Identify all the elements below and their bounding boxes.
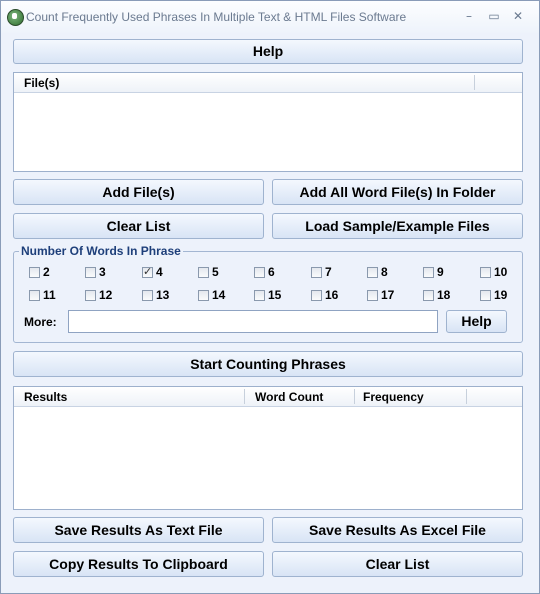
words-checkbox[interactable] (29, 288, 56, 302)
words-checkbox[interactable] (423, 288, 450, 302)
column-frequency[interactable]: Frequency (363, 390, 424, 404)
window-title: Count Frequently Used Phrases In Multiple Text & HTML Files Software (26, 10, 407, 24)
words-checkbox[interactable] (85, 288, 112, 302)
files-list[interactable] (13, 72, 523, 172)
add-all-folder-button[interactable]: Add All Word File(s) In Folder (272, 179, 523, 205)
column-separator (474, 75, 475, 90)
checkbox-label: 2 (43, 265, 50, 279)
checkbox-icon[interactable] (423, 267, 434, 278)
more-input[interactable] (68, 310, 438, 333)
words-checkbox[interactable] (198, 288, 225, 302)
more-label: More: (24, 315, 57, 329)
checkbox-label: 13 (156, 288, 170, 302)
checkbox-checked-icon[interactable] (142, 267, 153, 278)
words-checkbox[interactable] (198, 265, 219, 279)
checkbox-icon[interactable] (480, 267, 491, 278)
files-list-header (14, 73, 522, 93)
checkbox-label: 5 (212, 265, 219, 279)
checkbox-label: 9 (437, 265, 444, 279)
checkbox-icon[interactable] (198, 267, 209, 278)
title-bar[interactable] (1, 1, 539, 33)
checkbox-label: 11 (43, 288, 56, 302)
checkbox-label: 4 (156, 265, 163, 279)
checkbox-icon[interactable] (85, 267, 96, 278)
column-separator (354, 389, 355, 404)
checkbox-label: 3 (99, 265, 106, 279)
results-list[interactable] (13, 386, 523, 510)
words-checkbox[interactable] (367, 265, 388, 279)
checkbox-icon[interactable] (367, 267, 378, 278)
checkbox-icon[interactable] (423, 290, 434, 301)
checkbox-label: 18 (437, 288, 451, 302)
words-checkbox[interactable] (311, 288, 338, 302)
column-separator (244, 389, 245, 404)
checkbox-label: 14 (212, 288, 226, 302)
column-results[interactable]: Results (24, 390, 68, 404)
words-checkbox[interactable] (367, 288, 394, 302)
checkbox-icon[interactable] (311, 290, 322, 301)
results-list-header (14, 387, 522, 407)
checkbox-label: 15 (268, 288, 282, 302)
checkbox-icon[interactable] (85, 290, 96, 301)
maximize-button[interactable]: ▭ (488, 9, 500, 23)
copy-clipboard-button[interactable]: Copy Results To Clipboard (13, 551, 264, 577)
checkbox-label: 19 (494, 288, 508, 302)
words-checkbox[interactable] (480, 288, 507, 302)
checkbox-label: 7 (325, 265, 332, 279)
app-icon (7, 9, 24, 26)
checkbox-icon[interactable] (29, 290, 40, 301)
words-in-phrase-label: Number Of Words In Phrase (21, 244, 181, 258)
add-files-button[interactable]: Add File(s) (13, 179, 264, 205)
words-checkbox[interactable] (142, 288, 169, 302)
save-text-button[interactable]: Save Results As Text File (13, 517, 264, 543)
checkbox-icon[interactable] (254, 290, 265, 301)
checkbox-label: 12 (99, 288, 113, 302)
words-checkbox[interactable] (254, 265, 275, 279)
words-checkbox[interactable] (85, 265, 106, 279)
checkbox-icon[interactable] (254, 267, 265, 278)
column-separator (466, 389, 467, 404)
checkbox-icon[interactable] (142, 290, 153, 301)
checkbox-label: 17 (381, 288, 395, 302)
checkbox-label: 16 (325, 288, 339, 302)
words-checkbox[interactable] (142, 265, 163, 279)
words-checkbox[interactable] (254, 288, 281, 302)
clear-files-button[interactable]: Clear List (13, 213, 264, 239)
checkbox-icon[interactable] (198, 290, 209, 301)
checkbox-icon[interactable] (29, 267, 40, 278)
checkbox-label: 6 (268, 265, 275, 279)
words-checkbox[interactable] (29, 265, 50, 279)
checkbox-icon[interactable] (311, 267, 322, 278)
more-help-button[interactable]: Help (446, 310, 507, 333)
words-checkbox[interactable] (480, 265, 507, 279)
help-button[interactable]: Help (13, 39, 523, 64)
checkbox-icon[interactable] (367, 290, 378, 301)
clear-results-button[interactable]: Clear List (272, 551, 523, 577)
column-word-count[interactable]: Word Count (255, 390, 324, 404)
start-counting-button[interactable]: Start Counting Phrases (13, 351, 523, 377)
checkbox-label: 8 (381, 265, 388, 279)
minimize-button[interactable]: – (466, 9, 472, 23)
words-checkbox[interactable] (423, 265, 444, 279)
load-sample-button[interactable]: Load Sample/Example Files (272, 213, 523, 239)
checkbox-icon[interactable] (480, 290, 491, 301)
checkbox-label: 10 (494, 265, 508, 279)
save-excel-button[interactable]: Save Results As Excel File (272, 517, 523, 543)
words-checkbox[interactable] (311, 265, 332, 279)
column-files[interactable]: File(s) (24, 76, 60, 90)
close-button[interactable]: ✕ (512, 9, 524, 23)
